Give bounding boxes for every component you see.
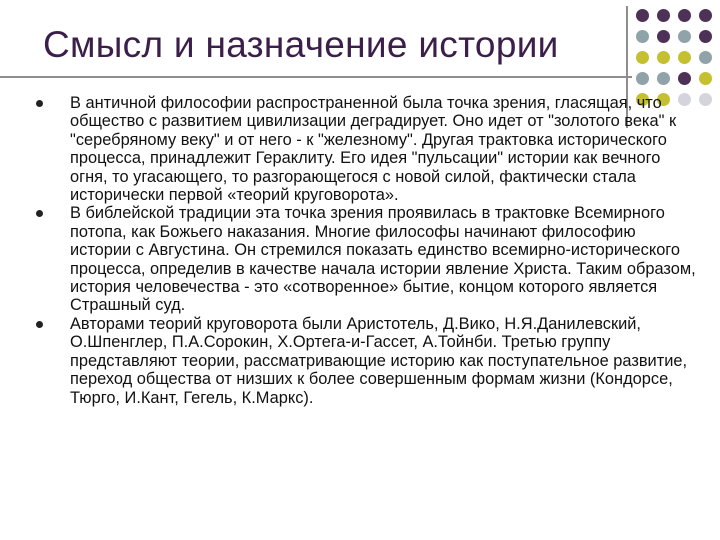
title-divider — [0, 76, 632, 78]
decorative-dot-purple — [699, 9, 712, 22]
bullet-list — [70, 94, 700, 407]
bullet-text-biblical: В библейской традиции эта точка зрения проявилась в трактовке Всемирного потопа, как Божьего наказания. Многие философы начинают философию истории с Августина. Он стремился показать единство всемирно-исторического процесса, определив в качестве начала истории явление Христа. Таким образом, история человечества - это «сотворенное» бытие, концом которого является Страшный суд. — [70, 204, 696, 315]
decorative-dot-purple — [657, 30, 670, 43]
decorative-dot-purple — [699, 30, 712, 43]
bullet-item-antiquity — [70, 94, 700, 204]
decorative-dot-yellow — [699, 72, 712, 85]
decorative-dot-teal — [678, 30, 691, 43]
bullet-item-biblical — [70, 204, 700, 314]
bullet-dot-icon — [36, 100, 43, 107]
decorative-dot-teal — [636, 72, 649, 85]
decorative-dot-purple — [636, 9, 649, 22]
decorative-dot-teal — [657, 72, 670, 85]
decorative-dot-silver — [699, 93, 712, 106]
bullet-item-cycle-theories — [70, 315, 700, 407]
decorative-dot-purple — [678, 9, 691, 22]
decorative-dot-yellow — [636, 51, 649, 64]
bullet-text-cycle-theories: Авторами теорий круговорота были Аристотель, Д.Вико, Н.Я.Данилевский, О.Шпенглер, П.А.Сорокин, Х.Ортега-и-Гассет, А.Тойнби. Третью группу представляют теории, рассматривающие историю как поступательное развитие, переход общества от низших к более совершенным формам жизни (Кондорсе, Тюрго, И.Кант, Гегель, К.Маркс). — [70, 314, 688, 407]
decorative-dot-yellow — [678, 51, 691, 64]
decorative-dot-purple — [678, 72, 691, 85]
bullet-dot-icon — [36, 210, 43, 217]
bullet-text-antiquity: В античной философии распространенной была точка зрения, гласящая, что общество с развитием цивилизации деградирует. Оно идет от "золотого века" к "серебряному веку" и от него - к "железному". Другая трактовка исторического процесса, принадлежит Гераклиту. Его идея "пульсации" истории как вечного огня, то угасающего, то разгорающегося с новой силой, фактически стала исторически первой «теорий круговорота». — [70, 94, 677, 205]
decorative-dot-teal — [699, 51, 712, 64]
slide-title: Смысл и назначение истории — [43, 24, 559, 65]
bullet-dot-icon — [36, 321, 43, 328]
decorative-dot-teal — [636, 30, 649, 43]
decorative-dot-purple — [657, 9, 670, 22]
decorative-dot-yellow — [657, 51, 670, 64]
